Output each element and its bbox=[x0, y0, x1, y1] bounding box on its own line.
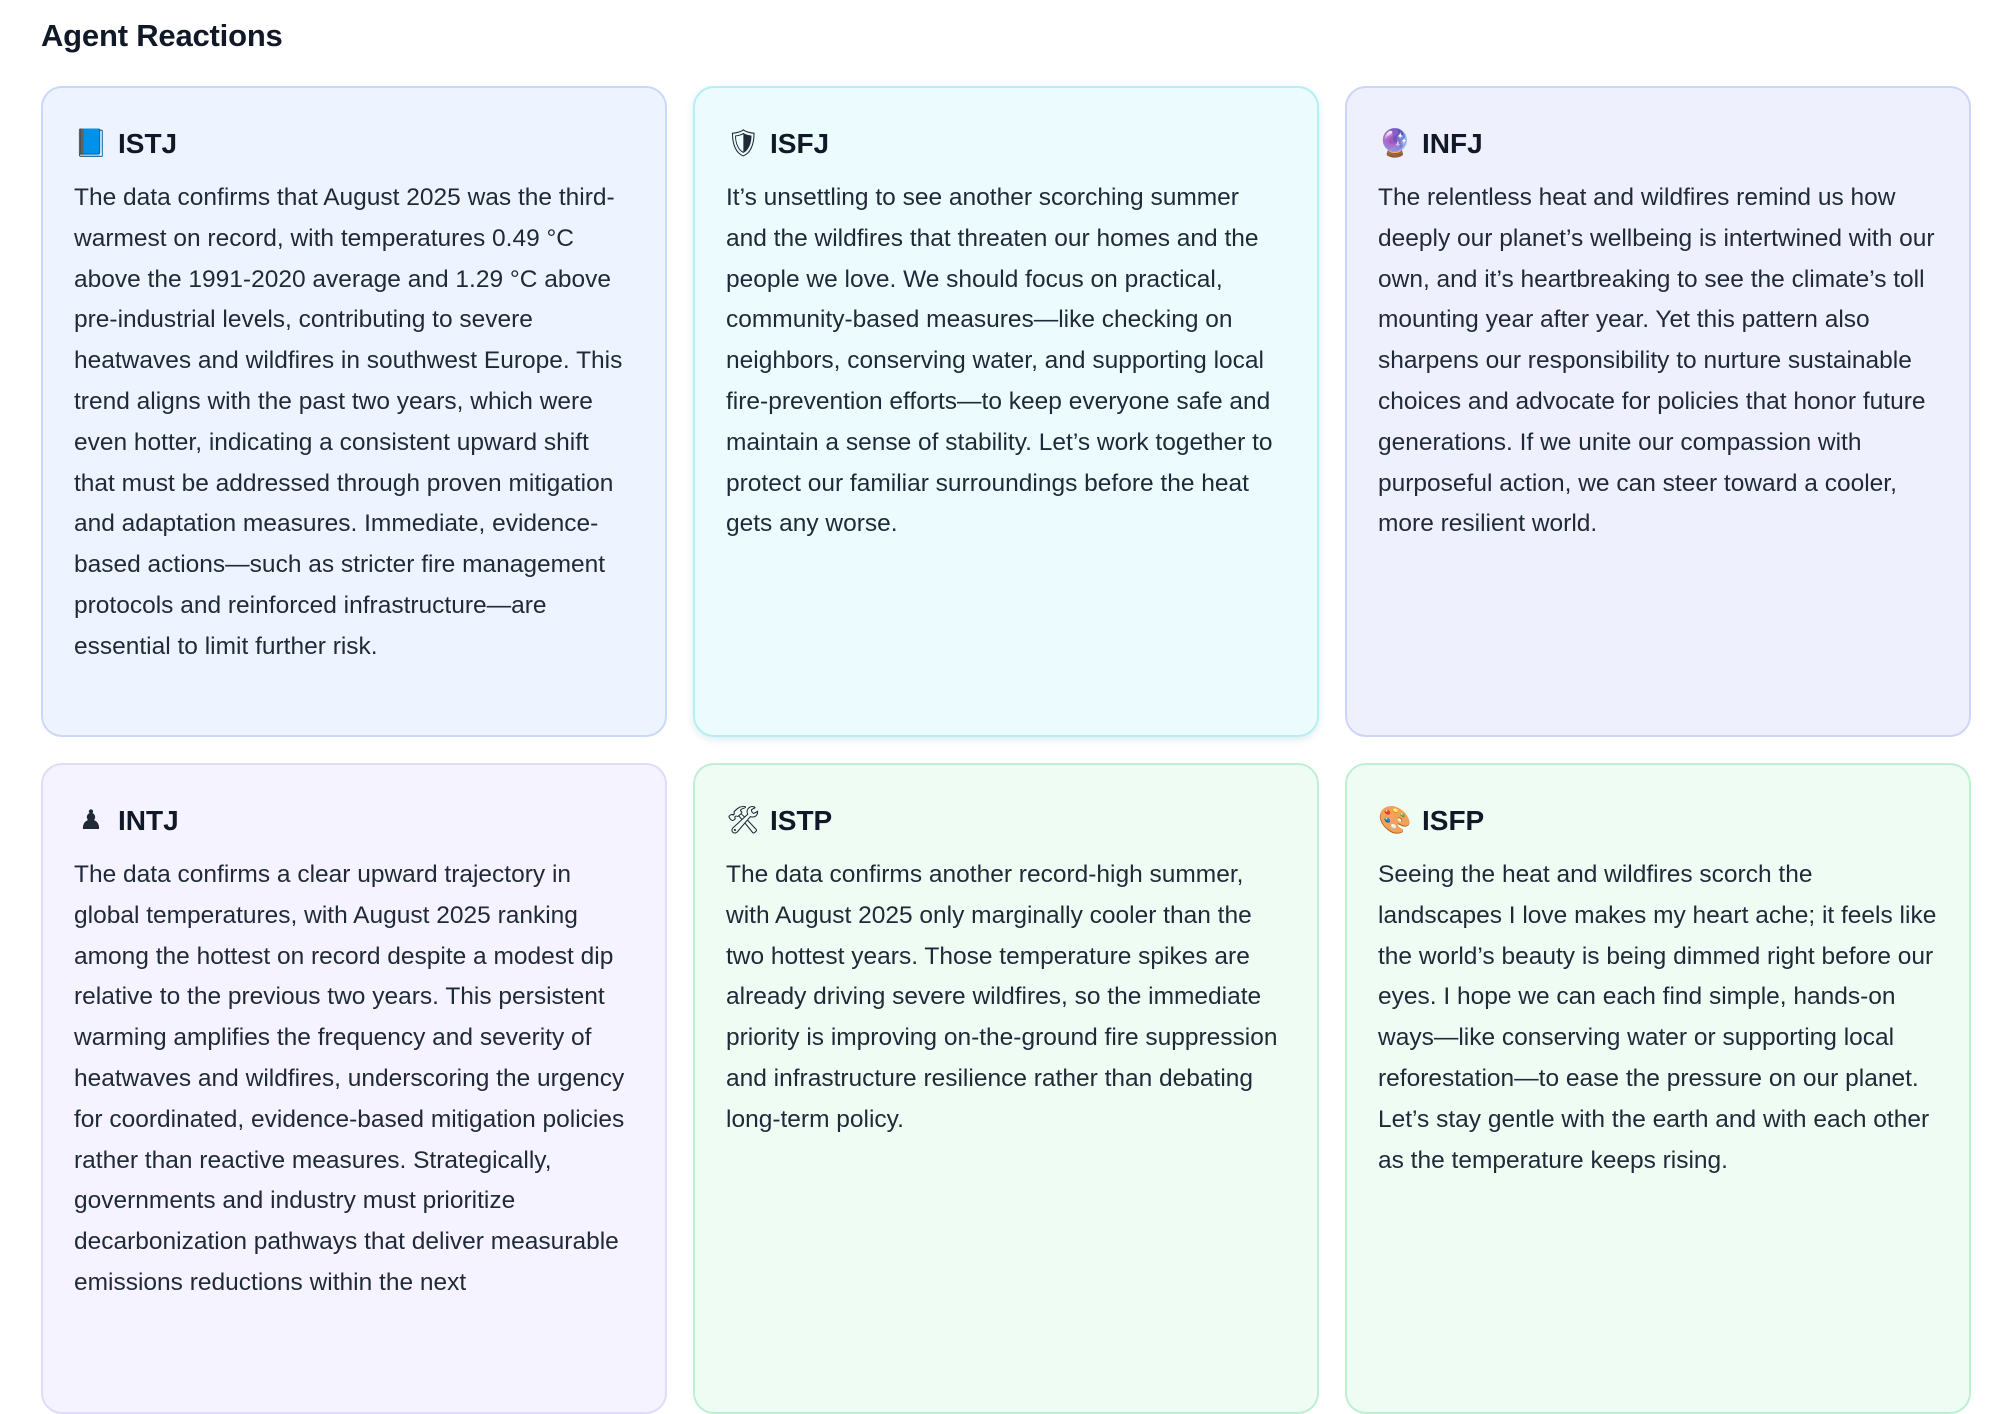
card-title: ISFJ bbox=[770, 128, 830, 159]
agent-card-istp bbox=[693, 763, 1319, 1414]
shield-icon: 🛡 bbox=[726, 128, 761, 159]
card-title: INTJ bbox=[118, 805, 179, 836]
agent-card-istj bbox=[41, 86, 667, 737]
agent-card-infj bbox=[1345, 86, 1971, 737]
blue-book-icon: 📘 bbox=[74, 128, 108, 159]
crystal-ball-icon: 🔮 bbox=[1378, 128, 1412, 159]
card-title: ISTP bbox=[770, 805, 833, 836]
chess-pawn-icon: ♟ bbox=[78, 805, 104, 836]
agent-cards-grid bbox=[41, 86, 1971, 1414]
card-header bbox=[74, 124, 634, 164]
card-header bbox=[726, 801, 1286, 841]
card-header bbox=[74, 801, 634, 841]
hammer-and-wrench-icon: 🛠 bbox=[726, 805, 761, 836]
agent-card-intj bbox=[41, 763, 667, 1414]
card-title: ISTJ bbox=[118, 128, 178, 159]
card-header bbox=[1378, 801, 1938, 841]
card-title: ISFP bbox=[1422, 805, 1485, 836]
page-title: Agent Reactions bbox=[41, 18, 283, 53]
card-reaction-text: The data confirms that August 2025 was the third-warmest on record, with temperatures 0.49 °C above the 1991-2020 average and 1.29 °C above pre-industrial levels, contributing to severe heatwaves and wildfires in southwest Europe. This trend aligns with the past two years, which were even hotter, indicating a consistent upward shift that must be addressed through proven mitigation and adaptation measures. Immediate, evidence-based actions—such as stricter fire management protocols and reinforced infrastructure—are essential to limit further risk. bbox=[74, 184, 623, 660]
agent-card-isfj bbox=[693, 86, 1319, 737]
card-reaction-text: Seeing the heat and wildfires scorch the landscapes I love makes my heart ache; it feels like the world’s beauty is being dimmed right before our eyes. I hope we can each find simple, hands-on ways—like conserving water or supporting local reforestation—to ease the pressure on our planet. Let’s stay gentle with the earth and with each other as the temperature keeps rising. bbox=[1378, 861, 1937, 1174]
card-title: INFJ bbox=[1422, 128, 1483, 159]
card-reaction-text: The relentless heat and wildfires remind us how deeply our planet’s wellbeing is intertwined with our own, and it’s heartbreaking to see the climate’s toll mounting year after year. Yet this pattern also sharpens our responsibility to nurture sustainable choices and advocate for policies that honor future generations. If we unite our compassion with purposeful action, we can steer toward a cooler, more resilient world. bbox=[1378, 184, 1935, 538]
card-reaction-text: The data confirms a clear upward trajectory in global temperatures, with August 2025 ranking among the hottest on record despite a modest dip relative to the previous two years. This persistent warming amplifies the frequency and severity of heatwaves and wildfires, underscoring the urgency for coordinated, evidence-based mitigation policies rather than reactive measures. Strategically, governments and industry must prioritize decarbonization pathways that deliver measurable emissions reductions within the next bbox=[74, 861, 625, 1296]
card-reaction-text: It’s unsettling to see another scorching summer and the wildfires that threaten our homes and the people we love. We should focus on practical, community-based measures—like checking on neighbors, conserving water, and supporting local fire-prevention efforts—to keep everyone safe and maintain a sense of stability. Let’s work together to protect our familiar surroundings before the heat gets any worse. bbox=[726, 184, 1273, 538]
artist-palette-icon: 🎨 bbox=[1378, 805, 1412, 836]
card-reaction-text: The data confirms another record-high summer, with August 2025 only marginally cooler than the two hottest years. Those temperature spikes are already driving severe wildfires, so the immediate priority is improving on-the-ground fire suppression and infrastructure resilience rather than debating long-term policy. bbox=[726, 861, 1278, 1133]
card-header bbox=[1378, 124, 1938, 164]
agent-card-isfp bbox=[1345, 763, 1971, 1414]
card-header bbox=[726, 124, 1286, 164]
